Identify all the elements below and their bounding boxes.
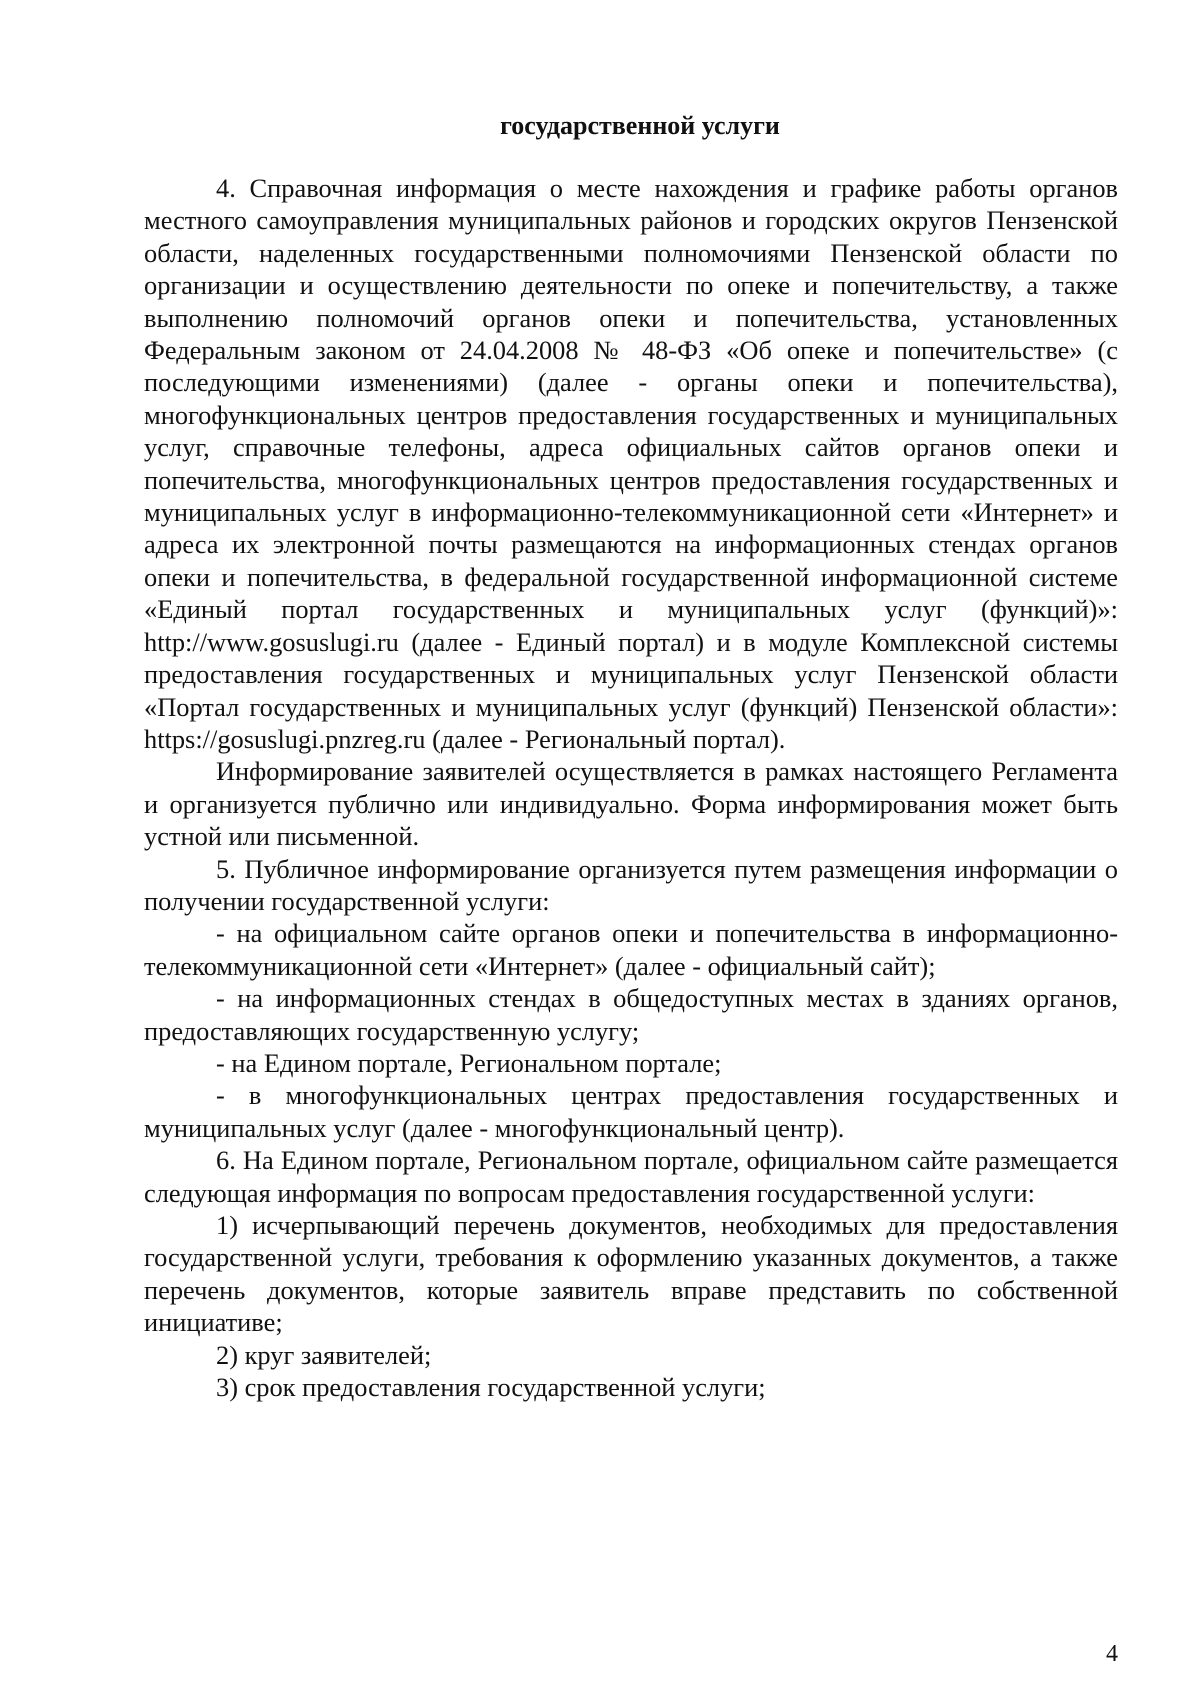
document-body — [144, 172, 1118, 1403]
list-item-2-applicants: 2) круг заявителей; — [216, 1339, 432, 1370]
list-item-portals: - на Едином портале, Региональном портале; — [216, 1047, 722, 1078]
list-item-mfc: - в многофункциональных центрах предоставления государственных и муниципальных услуг (далее - многофункциональный центр). — [144, 1080, 1118, 1143]
list-item-info-stands: - на информационных стендах в общедоступных местах в зданиях органов, предоставляющих государственную услугу; — [144, 983, 1118, 1046]
list-item-1-documents: 1) исчерпывающий перечень документов, необходимых для предоставления государственной услуги, требования к оформлению указанных документов, а также перечень документов, которые заявитель вправе представить по собственной инициативе; — [144, 1210, 1118, 1338]
paragraph-item-5: 5. Публичное информирование организуется путем размещения информации о получении государственной услуги: — [144, 853, 1118, 916]
list-item-official-site: - на официальном сайте органов опеки и попечительства в информационно-телекоммуникационной сети «Интернет» (далее - официальный сайт); — [144, 918, 1118, 981]
section-heading: государственной услуги — [500, 111, 780, 140]
paragraph-item-4: 4. Справочная информация о месте нахождения и графике работы органов местного самоуправления муниципальных районов и городских округов Пензенской области, наделенных государственными полномочиями Пензенской области по организации и осуществлению деятельности по опеке и попечительству, а также выполнению полномочий органов опеки и попечительства, установленных Федеральным законом от 24.04.2008 № 48-ФЗ «Об опеке и попечительстве» (с последующими изменениями) (далее - органы опеки и попечительства), многофункциональных центров предоставления государственных и муниципальных услуг, справочные телефоны, адреса официальных сайтов органов опеки и попечительства, многофункциональных центров предоставления государственных и муниципальных услуг в информационно-телекоммуникационной сети «Интернет» и адреса их электронной почты размещаются на информационных стендах органов опеки и попечительства, в федеральной государственной информационной системе «Единый портал государственных и муниципальных услуг (функций)»: http://www.gosuslugi.ru (далее - Единый портал) и в модуле Комплексной системы предоставления государственных и муниципальных услуг Пензенской области «Портал государственных и муниципальных услуг (функций) Пензенской области»: https://gosuslugi.pnzreg.ru (далее - Региональный портал). — [144, 173, 1118, 754]
list-item-3-term: 3) срок предоставления государственной услуги; — [216, 1372, 766, 1403]
paragraph-informing-form: Информирование заявителей осуществляется в рамках настоящего Регламента и организуется публично или индивидуально. Форма информирования может быть устной или письменной. — [144, 756, 1118, 852]
page-number: 4 — [1106, 1641, 1118, 1667]
paragraph-item-6: 6. На Едином портале, Региональном портале, официальном сайте размещается следующая информация по вопросам предоставления государственной услуги: — [144, 1145, 1118, 1208]
